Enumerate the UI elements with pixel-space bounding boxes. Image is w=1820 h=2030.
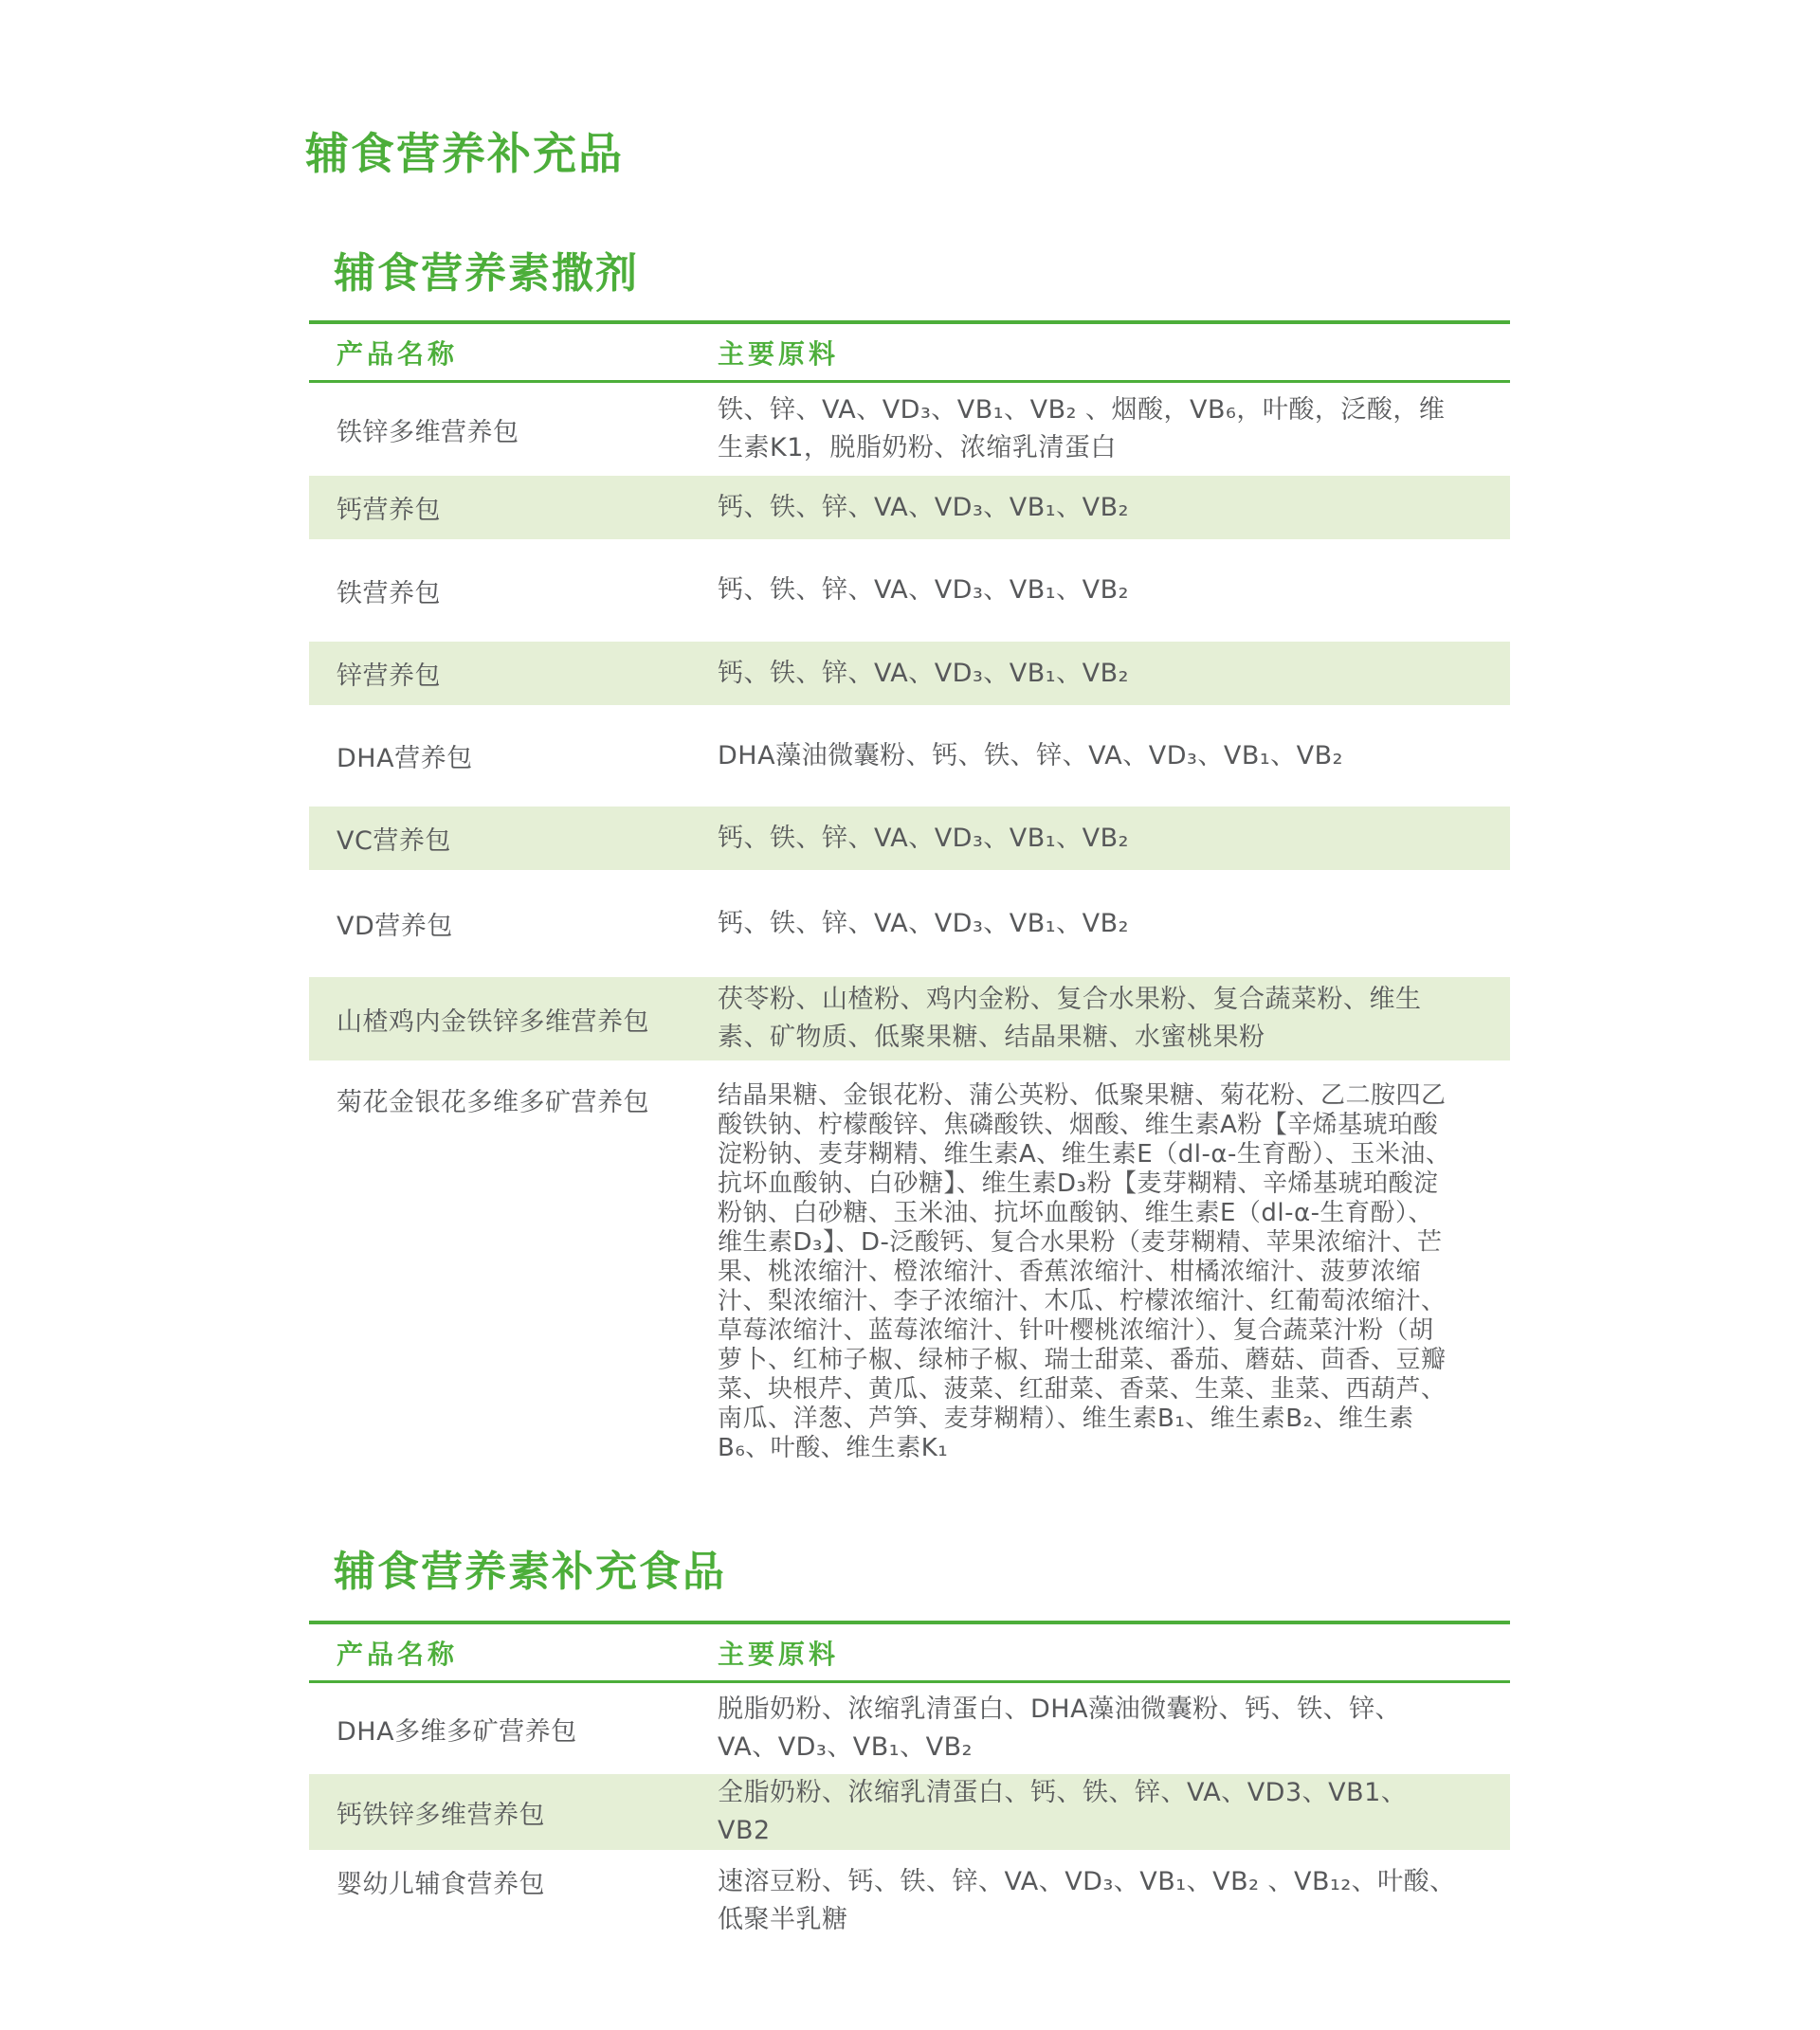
ingredients-cell: 钙、铁、锌、VA、VD₃、VB₁、VB₂	[718, 492, 1129, 522]
table-row	[309, 870, 1510, 977]
product-name-cell: 钙铁锌多维营养包	[337, 1800, 545, 1830]
section-title-supplement-food: 辅食营养素补充食品	[334, 1548, 726, 1596]
ingredients-cell: 茯苓粉、山楂粉、鸡内金粉、复合水果粉、复合蔬菜粉、维生素、矿物质、低聚果糖、结晶果糖、水蜜桃果粉	[718, 985, 1422, 1052]
page-title: 辅食营养补充品	[305, 128, 624, 179]
ingredients-cell: 钙、铁、锌、VA、VD₃、VB₁、VB₂	[718, 823, 1129, 853]
ingredients-cell: 钙、铁、锌、VA、VD₃、VB₁、VB₂	[718, 908, 1129, 938]
section-title-sprinkles: 辅食营养素撒剂	[334, 249, 639, 298]
table-header	[309, 1624, 1510, 1683]
product-name-cell: DHA多维多矿营养包	[337, 1716, 577, 1747]
table-row	[309, 1683, 1510, 1774]
ingredients-cell: 钙、铁、锌、VA、VD₃、VB₁、VB₂	[718, 575, 1129, 605]
product-name-cell: VD营养包	[337, 912, 453, 941]
product-name-cell: 铁营养包	[337, 578, 441, 608]
ingredients-cell: DHA藻油微囊粉、钙、铁、锌、VA、VD₃、VB₁、VB₂	[718, 740, 1343, 770]
table-row	[309, 1850, 1510, 1954]
product-name-cell: DHA营养包	[337, 744, 473, 773]
ingredients-cell: 速溶豆粉、钙、铁、锌、VA、VD₃、VB₁、VB₂ 、VB₁₂、叶酸、低聚半乳糖	[718, 1867, 1456, 1934]
column-header-main-ingredients: 主要原料	[718, 337, 840, 370]
table-row	[309, 705, 1510, 807]
table-row	[309, 1060, 1510, 1515]
table-row	[309, 977, 1510, 1060]
product-name-cell: 锌营养包	[337, 662, 441, 691]
table-row	[309, 539, 1510, 642]
column-header-main-ingredients: 主要原料	[718, 1638, 840, 1670]
product-name-cell: 钙营养包	[337, 496, 441, 525]
product-name-cell: 铁锌多维营养包	[337, 417, 519, 447]
table-row	[309, 476, 1510, 539]
table-nutrient-supplement-food	[309, 1621, 1510, 1954]
product-name-cell: 山楂鸡内金铁锌多维营养包	[337, 1006, 649, 1037]
product-name-cell: 菊花金银花多维多矿营养包	[337, 1088, 649, 1117]
table-row	[309, 383, 1510, 476]
ingredients-cell: 结晶果糖、金银花粉、蒲公英粉、低聚果糖、菊花粉、乙二胺四乙酸铁钠、柠檬酸锌、焦磷酸铁、烟酸、维生素A粉【辛烯基琥珀酸淀粉钠、麦芽糊精、维生素A、维生素E（dl-α-生育酚）、玉米油、抗坏血酸钠、白砂糖】、维生素D₃粉【麦芽糊精、辛烯基琥珀酸淀粉钠、白砂糖、玉米油、抗坏血酸钠、维生素E（dl-α-生育酚）、维生素D₃】、D-泛酸钙、复合水果粉（麦芽糊精、苹果浓缩汁、芒果、桃浓缩汁、橙浓缩汁、香蕉浓缩汁、柑橘浓缩汁、菠萝浓缩汁、梨浓缩汁、李子浓缩汁、木瓜、柠檬浓缩汁、红葡萄浓缩汁、草莓浓缩汁、蓝莓浓缩汁、针叶樱桃浓缩汁）、复合蔬菜汁粉（胡萝卜、红柿子椒、绿柿子椒、瑞士甜菜、番茄、蘑菇、茴香、豆瓣菜、块根芹、黄瓜、菠菜、红甜菜、香菜、生菜、韭菜、西葫芦、南瓜、洋葱、芦笋、麦芽糊精）、维生素B₁、维生素B₂、维生素B₆、叶酸、维生素K₁	[718, 1081, 1451, 1462]
ingredients-cell: 铁、锌、VA、VD₃、VB₁、VB₂ 、烟酸，VB₆，叶酸，泛酸，维生素K1，脱脂奶粉、浓缩乳清蛋白	[718, 395, 1446, 462]
product-name-cell: VC营养包	[337, 826, 451, 856]
column-header-product-name: 产品名称	[337, 337, 459, 370]
table-row	[309, 807, 1510, 870]
table-row	[309, 1774, 1510, 1850]
ingredients-cell: 钙、铁、锌、VA、VD₃、VB₁、VB₂	[718, 658, 1129, 688]
column-header-product-name: 产品名称	[337, 1638, 459, 1670]
table-header	[309, 324, 1510, 383]
ingredients-cell: 脱脂奶粉、浓缩乳清蛋白、DHA藻油微囊粉、钙、铁、锌、VA、VD₃、VB₁、VB₂	[718, 1695, 1402, 1762]
product-name-cell: 婴幼儿辅食营养包	[337, 1870, 545, 1899]
table-nutrient-sprinkles	[309, 320, 1510, 1515]
ingredients-cell: 全脂奶粉、浓缩乳清蛋白、钙、铁、锌、VA、VD3、VB1、VB2	[718, 1778, 1408, 1845]
table-row	[309, 642, 1510, 705]
